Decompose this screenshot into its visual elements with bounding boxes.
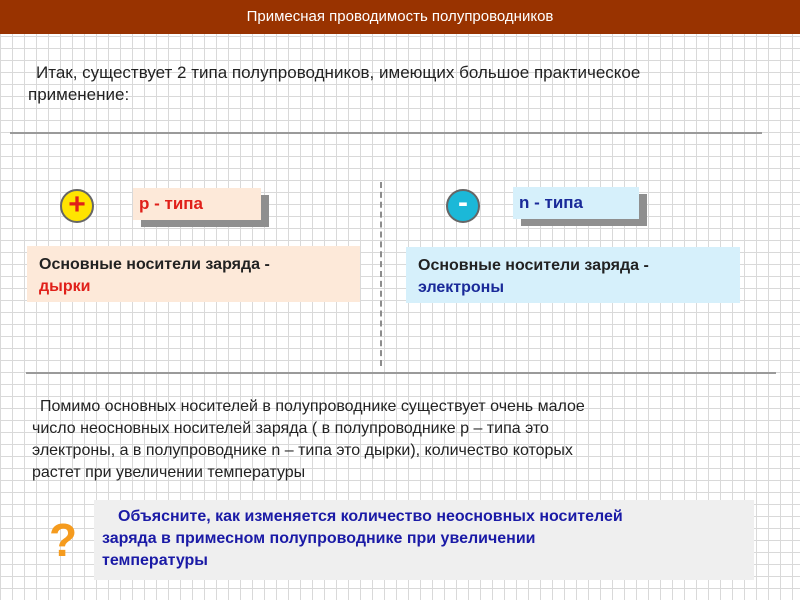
paragraph-line: Помимо основных носителей в полупроводнике существует очень малое xyxy=(40,398,585,415)
intro-line: применение: xyxy=(28,85,130,104)
question-line: температуры xyxy=(102,552,208,569)
plus-sign-icon: + xyxy=(60,189,94,223)
minus-sign-icon: - xyxy=(446,189,480,223)
intro-line: Итак, существует 2 типа полупроводников, имеющих большое практическое xyxy=(36,63,641,82)
n-type-carriers xyxy=(406,247,740,303)
divider-top xyxy=(10,132,762,134)
question-line: заряда в примесном полупроводнике при увеличении xyxy=(102,530,536,547)
carrier-text: Основные носители заряда - xyxy=(39,256,270,273)
question-line: Объясните, как изменяется количество неосновных носителей xyxy=(118,508,623,525)
carrier-text: Основные носители заряда - xyxy=(418,257,649,274)
carrier-value: электроны xyxy=(418,279,505,296)
slide-title: Примесная проводимость полупроводников xyxy=(0,0,800,34)
question-box xyxy=(94,500,754,580)
paragraph-line: электроны, а в полупроводнике n – типа это дырки), количество которых xyxy=(32,442,573,459)
p-type-label: p - типа xyxy=(133,188,261,220)
carrier-value: дырки xyxy=(39,278,91,295)
center-dashed-divider xyxy=(380,182,382,366)
paragraph-line: растет при увеличении температуры xyxy=(32,464,306,481)
p-type-carriers xyxy=(27,246,360,302)
intro-paragraph xyxy=(28,62,768,106)
question-mark-icon: ? xyxy=(49,514,78,566)
paragraph-line: число неосновных носителей заряда ( в полупроводнике p – типа это xyxy=(32,420,549,437)
minority-carriers-paragraph xyxy=(32,396,752,484)
divider-middle xyxy=(26,372,776,374)
n-type-label: n - типа xyxy=(513,187,639,219)
